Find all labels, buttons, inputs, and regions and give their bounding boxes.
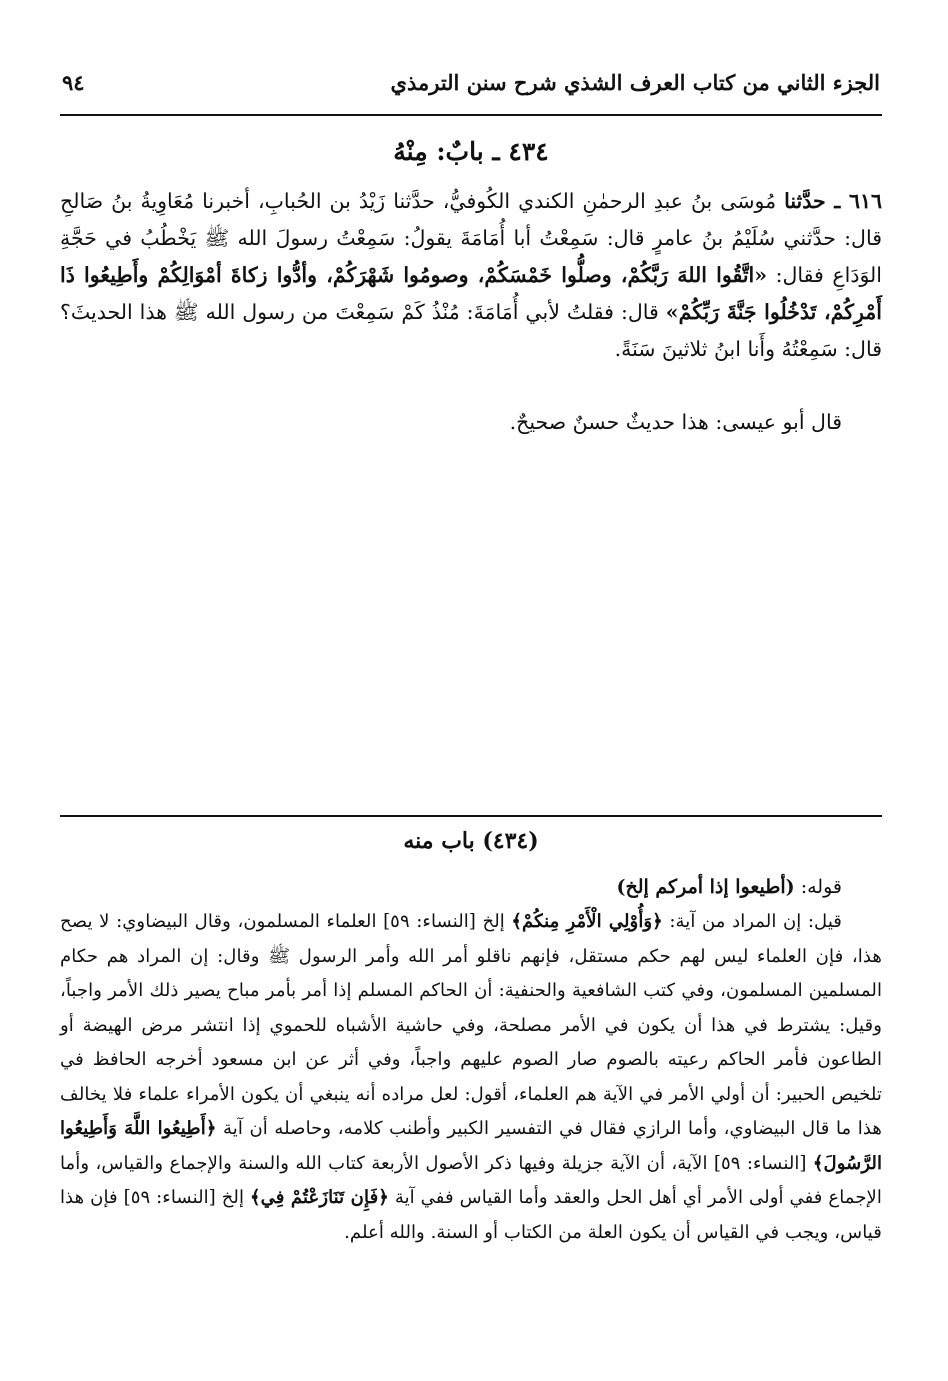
commentary-lemma: [60, 870, 882, 904]
tirmidhi-verdict: قال أبو عيسى: هذا حديثٌ حسنٌ صحيحٌ.: [509, 410, 842, 434]
commentary-text: [60, 905, 882, 1250]
commentary-title: (٤٣٤) باب منه: [403, 828, 539, 854]
hadith-lead: حدَّثنا: [784, 189, 826, 213]
page-header: [62, 62, 880, 102]
quran-quote-3: ﴿فَإِن تَنَازَعْتُمْ فِي﴾: [249, 1187, 389, 1208]
lemma-quote: (أطيعوا إذا أمركم إلخ): [616, 876, 795, 898]
commentary-part-4: إلخ [النساء: ٥٩] فإن هذا قياس، ويجب في القياس أن يكون العلة من الكتاب أو السنة. والله أعلم.: [60, 1187, 882, 1243]
hadith-isnad: مُوسَى بنُ عبدِ الرحمٰنِ الكندي الكُوفيُّ، حدَّثنا زَيْدُ بن الحُبابِ، أخبرنا مُعَاوِيةُ بنُ صَالحِ قال: حدَّثني سُلَيْمُ بنُ عامرٍ قال: سَمِعْتُ أبا أُمَامَةَ يقولُ: سَمِعْتُ رسولَ الله ﷺ يَخْطُبُ في حَجَّةِ الوَدَاعِ فقال:: [60, 189, 882, 287]
hadith-matn: «اتَّقُوا اللهَ رَبَّكُمْ، وصلُّوا خَمْسَكُمْ، وصومُوا شَهْرَكُمْ، وأدُّوا زكاةَ أمْوَالِكُمْ وأَطِيعُوا ذَا أَمْرِكُمْ، تَدْخُلُوا جَنَّةَ رَبِّكُمْ»: [60, 263, 882, 324]
quran-quote-1: ﴿وَأُوْلِي الْأَمْرِ مِنكُمْ﴾: [511, 911, 663, 932]
chapter-title: ٤٣٤ ـ بابٌ: مِنْهُ: [393, 137, 549, 166]
quran-quote-2: ﴿أَطِيعُوا اللَّهَ وَأَطِيعُوا الرَّسُولَ﴾: [60, 1118, 882, 1174]
page-number: ٩٤: [62, 69, 85, 95]
commentary-part-1: قيل: إن المراد من آية:: [662, 911, 843, 932]
hadith-text: [60, 183, 882, 368]
footnote-divider: [60, 815, 882, 817]
commentary-part-2: إلخ [النساء: ٥٩] العلماء المسلمون، وقال البيضاوي: لا يصح هذا، فإن العلماء ليس لهم حكم مستقل، فإنهم ناقلو أمر الله وأمر الرسول ﷺ وقال: إن المراد هم حكام المسلمين المسلمون، وفي كتب الشافعية والحنفية: أن الحاكم المسلم إذا أمر بأمر مباح يصير ذلك الأمر واجباً، وقيل: يشترط في هذا أن يكون في الأمر مصلحة، وفي حاشية الأشباه للحموي إذا انتشر مرض الهيضة أو الطاعون فأمر الحاكم رعيته بالصوم صار الصوم عليهم واجباً، وفي أثر عن ابن مسعود أخرجه الحافظ في تلخيص الحبير: أن أولي الأمر في الآية هم العلماء، أقول: لعل مراده أنه ينبغي أن يكون الأمراء علماء فلا يخالف هذا ما قال البيضاوي، وأما الرازي فقال في التفسير الكبير وأطنب كلامه، وحاصله أن آية: [60, 911, 882, 1139]
commentary-part-3: [النساء: ٥٩] الآية، أن الآية جزيلة وفيها ذكر الأصول الأربعة كتاب الله والسنة والإجماع والقياس، وأما الإجماع ففي أولى الأمر أي أهل الحل والعقد وأما القياس ففي آية: [60, 1152, 882, 1208]
lemma-label: قوله:: [794, 876, 842, 898]
running-title: الجزء الثاني من كتاب العرف الشذي شرح سنن الترمذي: [390, 69, 880, 95]
hadith-number-dash: ـ: [825, 189, 849, 213]
header-divider: [60, 114, 882, 116]
hadith-number: ٦١٦: [848, 189, 882, 213]
hadith-tail: قال: فقلتُ لأبي أُمَامَةَ: مُنْذُ كَمْ سَمِعْتَ من رسول الله ﷺ هذا الحديثَ؟ قال: سَمِعْتُهُ وأَنا ابنُ ثلاثينَ سَنَةً.: [60, 300, 882, 361]
